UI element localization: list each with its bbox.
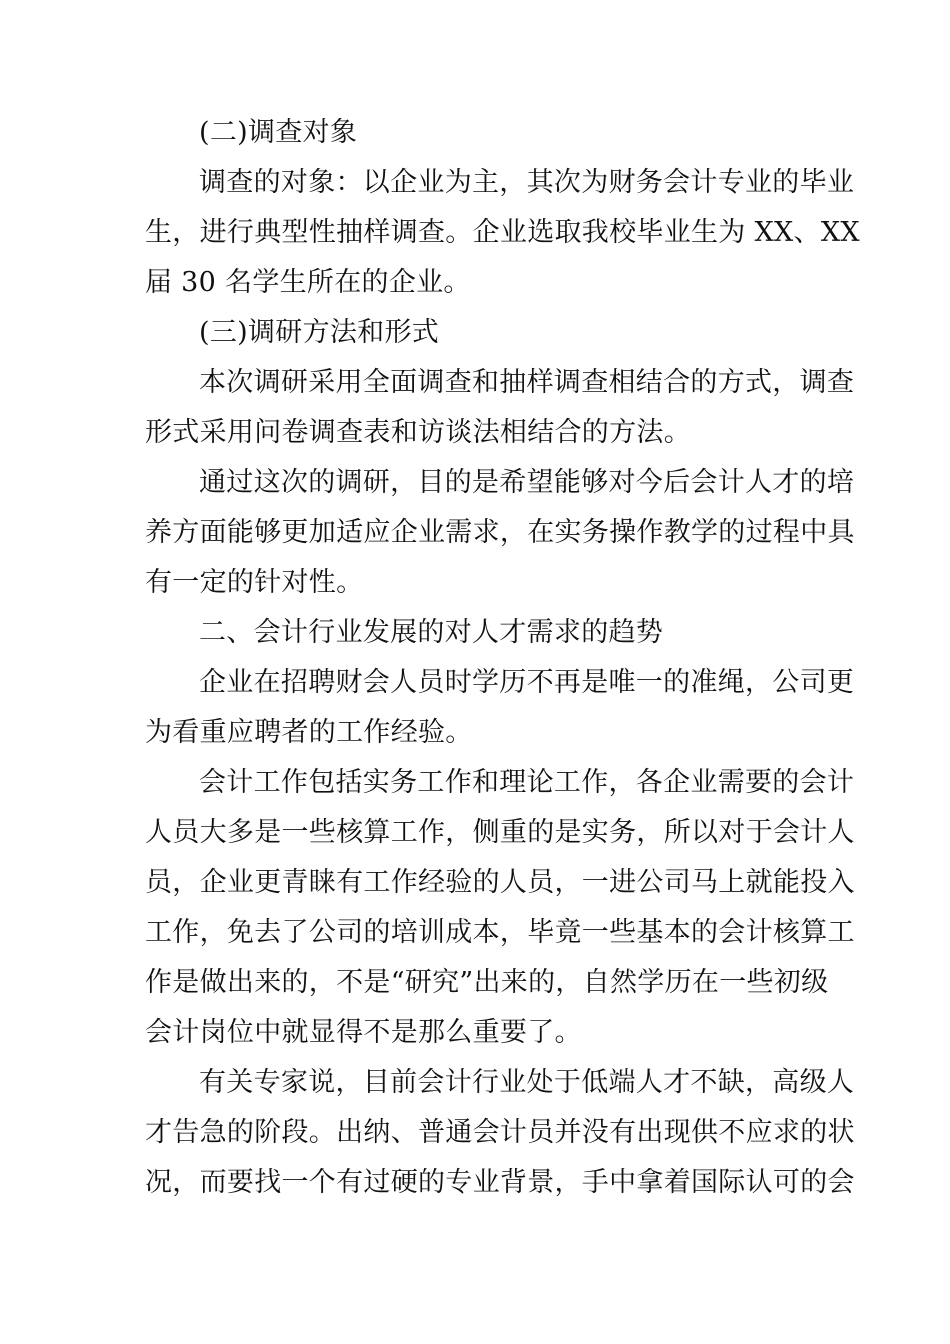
paragraph-line: 届 30 名学生所在的企业。 (145, 267, 471, 298)
paragraph-line: 生，进行典型性抽样调查。企业选取我校毕业生为 XX、XX (145, 217, 860, 248)
section-heading-methods: (三)调研方法和形式 (199, 317, 440, 348)
paragraph-line: 工作，免去了公司的培训成本，毕竟一些基本的会计核算工 (145, 917, 855, 948)
paragraph-line: 通过这次的调研，目的是希望能够对今后会计人才的培 (199, 467, 855, 498)
paragraph-line: 况，而要找一个有过硬的专业背景，手中拿着国际认可的会 (145, 1167, 855, 1198)
paragraph-line: 本次调研采用全面调查和抽样调查相结合的方式，调查 (199, 367, 855, 398)
section-heading-survey-subjects: (二)调查对象 (199, 117, 358, 148)
paragraph-line: 为看重应聘者的工作经验。 (145, 717, 473, 748)
paragraph-line: 会计工作包括实务工作和理论工作，各企业需要的会计 (199, 767, 855, 798)
paragraph-line: 会计岗位中就显得不是那么重要了。 (145, 1017, 582, 1048)
section-heading-trends: 二、会计行业发展的对人才需求的趋势 (199, 617, 664, 648)
paragraph-line: 有一定的针对性。 (145, 567, 364, 598)
paragraph-line: 企业在招聘财会人员时学历不再是唯一的准绳，公司更 (199, 667, 855, 698)
paragraph-line: 养方面能够更加适应企业需求，在实务操作教学的过程中具 (145, 517, 855, 548)
paragraph-line: 才告急的阶段。出纳、普通会计员并没有出现供不应求的状 (145, 1117, 855, 1148)
paragraph-line: 人员大多是一些核算工作，侧重的是实务，所以对于会计人 (145, 817, 855, 848)
paragraph-line: 作是做出来的，不是“研究”出来的，自然学历在一些初级 (145, 967, 829, 998)
paragraph-line: 有关专家说，目前会计行业处于低端人才不缺，高级人 (199, 1067, 855, 1098)
paragraph-line: 员，企业更青睐有工作经验的人员，一进公司马上就能投入 (145, 867, 855, 898)
paragraph-line: 调查的对象：以企业为主，其次为财务会计专业的毕业 (199, 167, 855, 198)
paragraph-line: 形式采用问卷调查表和访谈法相结合的方法。 (145, 417, 691, 448)
